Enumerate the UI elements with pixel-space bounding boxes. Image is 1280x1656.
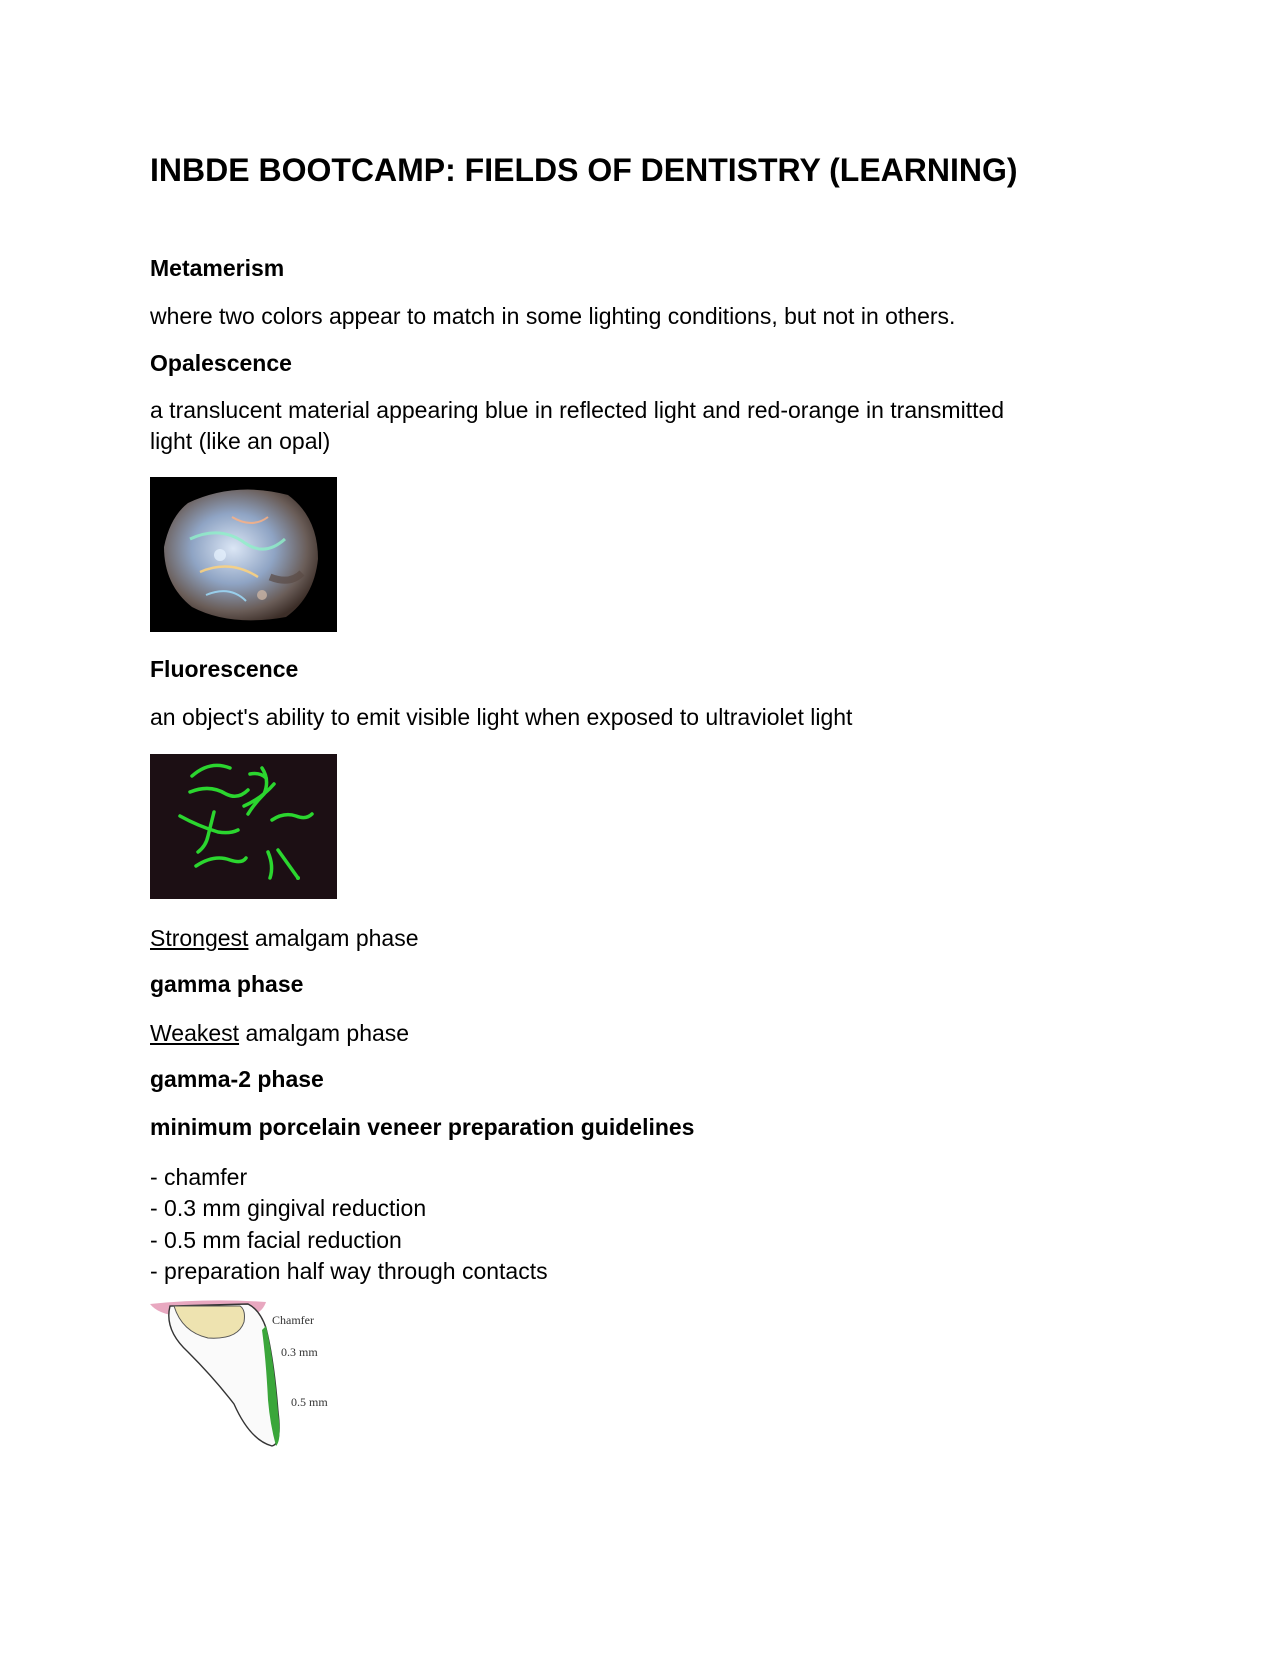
opal-image xyxy=(150,477,337,632)
term-fluorescence: Fluorescence xyxy=(150,656,299,682)
term-metamerism: Metamerism xyxy=(150,255,285,281)
term-opalescence: Opalescence xyxy=(150,350,292,376)
list-item: - chamfer xyxy=(150,1164,248,1190)
underline-strongest: Strongest xyxy=(150,925,249,951)
list-item: - 0.3 mm gingival reduction xyxy=(150,1195,427,1222)
underline-weakest: Weakest xyxy=(150,1020,240,1046)
veneer-preparation-diagram xyxy=(148,1300,348,1465)
list-item: - 0.5 mm facial reduction xyxy=(150,1226,402,1253)
label-chamfer: Chamfer xyxy=(272,1313,314,1327)
label-gingival-reduction: 0.3 mm xyxy=(281,1345,318,1359)
list-item: - preparation half way through contacts xyxy=(150,1257,548,1284)
fluorescence-image xyxy=(150,754,337,899)
term-veneer-guidelines: minimum porcelain veneer preparation guidelines xyxy=(150,1114,695,1140)
page-title: INBDE BOOTCAMP: FIELDS OF DENTISTRY (LEARNING) xyxy=(150,152,1018,188)
prompt-strongest-rest: amalgam phase xyxy=(248,925,419,951)
prompt-weakest-amalgam xyxy=(150,1018,409,1049)
definition-opalescence-line-2: light (like an opal) xyxy=(150,428,331,454)
veneer-guidelines-list xyxy=(150,1162,548,1287)
definition-fluorescence: an object's ability to emit visible light when exposed to ultraviolet light xyxy=(150,704,853,730)
answer-gamma-phase: gamma phase xyxy=(150,971,304,997)
answer-gamma-2-phase: gamma-2 phase xyxy=(150,1066,324,1092)
prompt-weakest-rest: amalgam phase xyxy=(239,1020,410,1046)
definition-opalescence-line-1: a translucent material appearing blue in reflected light and red-orange in transmitted xyxy=(150,397,1005,423)
prompt-strongest-amalgam xyxy=(150,923,419,954)
definition-metamerism: where two colors appear to match in some lighting conditions, but not in others. xyxy=(150,303,956,329)
label-facial-reduction: 0.5 mm xyxy=(291,1395,328,1409)
